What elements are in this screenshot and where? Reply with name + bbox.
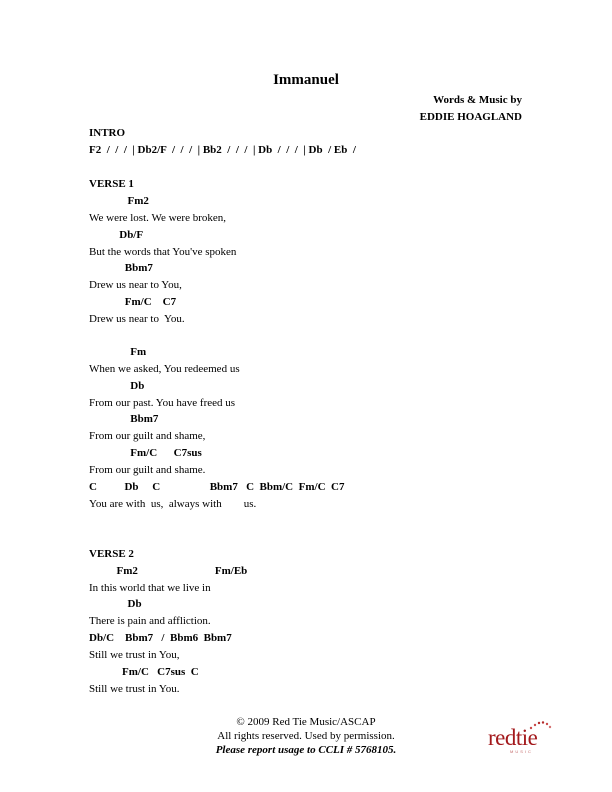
chord-line: Db: [89, 380, 145, 392]
intro-label: INTRO: [89, 127, 126, 139]
lyric-line: There is pain and affliction.: [89, 615, 211, 627]
chord-line: Db: [89, 598, 142, 610]
redtie-logo: [488, 726, 558, 756]
chord-line: Fm2 Fm/Eb: [89, 565, 248, 577]
lyric-line: Still we trust in You,: [89, 649, 180, 661]
footer-copyright: © 2009 Red Tie Music/ASCAP: [236, 716, 376, 728]
lyric-line: From our guilt and shame.: [89, 464, 206, 476]
logo-subtext: MUSIC: [510, 749, 533, 754]
intro-progression: F2 / / / | Db2/F / / / | Bb2 / / / | Db / / / | Db / Eb /: [89, 144, 356, 156]
credit-line-2: EDDIE HOAGLAND: [419, 111, 522, 123]
lyric-line: But the words that You've spoken: [89, 246, 237, 258]
footer-ccli: Please report usage to CCLI # 5768105.: [215, 744, 397, 756]
chord-line: Db/C Bbm7 / Bbm6 Bbm7: [89, 632, 232, 644]
verse1-label: VERSE 1: [89, 178, 134, 190]
chord-line: Db/F: [89, 229, 144, 241]
verse2-label: VERSE 2: [89, 548, 134, 560]
credit-line-1: Words & Music by: [433, 94, 522, 106]
chord-line: Fm/C C7sus: [89, 447, 202, 459]
song-title: Immanuel: [273, 72, 339, 88]
chord-line: Fm/C C7sus C: [89, 666, 199, 678]
lyric-line: You are with us, always with us.: [89, 498, 257, 510]
lyric-line: From our guilt and shame,: [89, 430, 206, 442]
chord-line: Fm2: [89, 195, 149, 207]
chord-line: Bbm7: [89, 413, 159, 425]
chord-line: Bbm7: [89, 262, 153, 274]
lyric-line: When we asked, You redeemed us: [89, 363, 240, 375]
chord-line: Fm: [89, 346, 147, 358]
lyric-line: Drew us near to You.: [89, 313, 185, 325]
lyric-line: In this world that we live in: [89, 582, 211, 594]
chord-line: Fm/C C7: [89, 296, 177, 308]
chord-line: C Db C Bbm7 C Bbm/C Fm/C C7: [89, 481, 345, 493]
lyric-line: Still we trust in You.: [89, 683, 180, 695]
footer-rights: All rights reserved. Used by permission.: [217, 730, 395, 742]
lyric-line: Drew us near to You,: [89, 279, 182, 291]
lyric-line: We were lost. We were broken,: [89, 212, 227, 224]
lyric-line: From our past. You have freed us: [89, 397, 236, 409]
logo-text: redtie: [488, 725, 538, 750]
